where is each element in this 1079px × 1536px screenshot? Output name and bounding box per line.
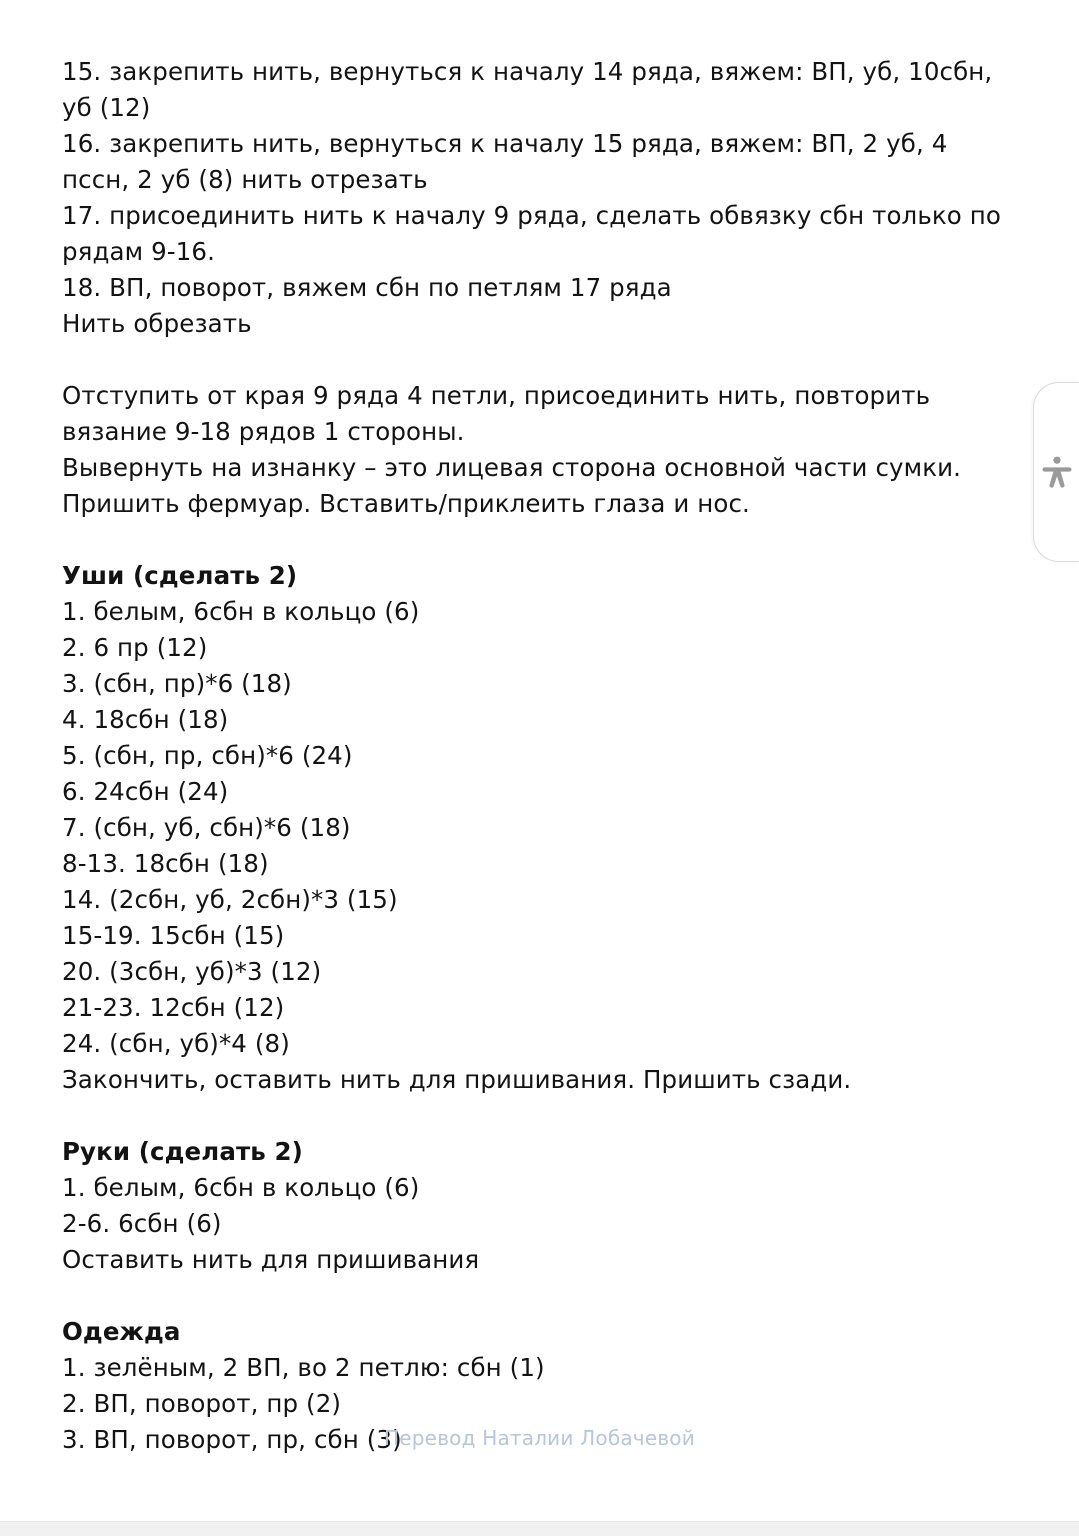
text-line: 4. 18сбн (18) — [62, 705, 229, 734]
text-line: Нить обрезать — [62, 309, 252, 338]
text-line: 16. закрепить нить, вернуться к началу 15 ряда, вяжем: ВП, 2 уб, 4 пссн, 2 уб (8) нить отрезать — [62, 129, 956, 194]
text-line: 17. присоединить нить к началу 9 ряда, сделать обвязку сбн только по рядам 9-16. — [62, 201, 1009, 266]
text-line: 3. (сбн, пр)*6 (18) — [62, 669, 292, 698]
text-line: 7. (сбн, уб, сбн)*6 (18) — [62, 813, 351, 842]
text-line: Отступить от края 9 ряда 4 петли, присоединить нить, повторить вязание 9-18 рядов 1 стороны. — [62, 381, 939, 446]
text-line: 18. ВП, поворот, вяжем сбн по петлям 17 ряда — [62, 273, 672, 302]
text-line: 2. ВП, поворот, пр (2) — [62, 1389, 342, 1418]
text-line: 14. (2сбн, уб, 2сбн)*3 (15) — [62, 885, 398, 914]
text-line: Оставить нить для пришивания — [62, 1245, 480, 1274]
section-heading: Руки (сделать 2) — [62, 1137, 303, 1166]
text-line: 2-6. 6сбн (6) — [62, 1209, 222, 1238]
section-heading: Уши (сделать 2) — [62, 561, 298, 590]
accessibility-widget-button[interactable] — [1033, 382, 1079, 562]
paragraph-spacer — [62, 342, 1014, 378]
text-line: 6. 24сбн (24) — [62, 777, 229, 806]
text-line: 3. ВП, поворот, пр, сбн (3) — [62, 1425, 402, 1454]
bottom-divider — [0, 1521, 1079, 1536]
paragraph-spacer — [62, 1098, 1014, 1134]
text-line: 2. 6 пр (12) — [62, 633, 208, 662]
text-line: 8-13. 18сбн (18) — [62, 849, 269, 878]
text-line: 15. закрепить нить, вернуться к началу 14 ряда, вяжем: ВП, уб, 10сбн, уб (12) — [62, 57, 1001, 122]
text-line: 15-19. 15сбн (15) — [62, 921, 285, 950]
text-line: Закончить, оставить нить для пришивания. Пришить сзади. — [62, 1065, 852, 1094]
accessibility-person-icon — [1042, 455, 1072, 489]
paragraph-spacer — [62, 522, 1014, 558]
text-line: 5. (сбн, пр, сбн)*6 (24) — [62, 741, 353, 770]
text-line: Вывернуть на изнанку – это лицевая сторона основной части сумки. — [62, 453, 961, 482]
text-line: 1. белым, 6сбн в кольцо (6) — [62, 597, 420, 626]
text-line: 24. (сбн, уб)*4 (8) — [62, 1029, 290, 1058]
document-body — [62, 54, 1014, 1458]
paragraph-spacer — [62, 1278, 1014, 1314]
text-line: 20. (3сбн, уб)*3 (12) — [62, 957, 322, 986]
text-line: Пришить фермуар. Вставить/приклеить глаза и нос. — [62, 489, 750, 518]
text-line: 1. зелёным, 2 ВП, во 2 петлю: сбн (1) — [62, 1353, 545, 1382]
section-heading: Одежда — [62, 1317, 181, 1346]
text-line: 21-23. 12сбн (12) — [62, 993, 285, 1022]
translator-credit: Перевод Наталии Лобачевой — [384, 1426, 695, 1450]
text-line: 1. белым, 6сбн в кольцо (6) — [62, 1173, 420, 1202]
